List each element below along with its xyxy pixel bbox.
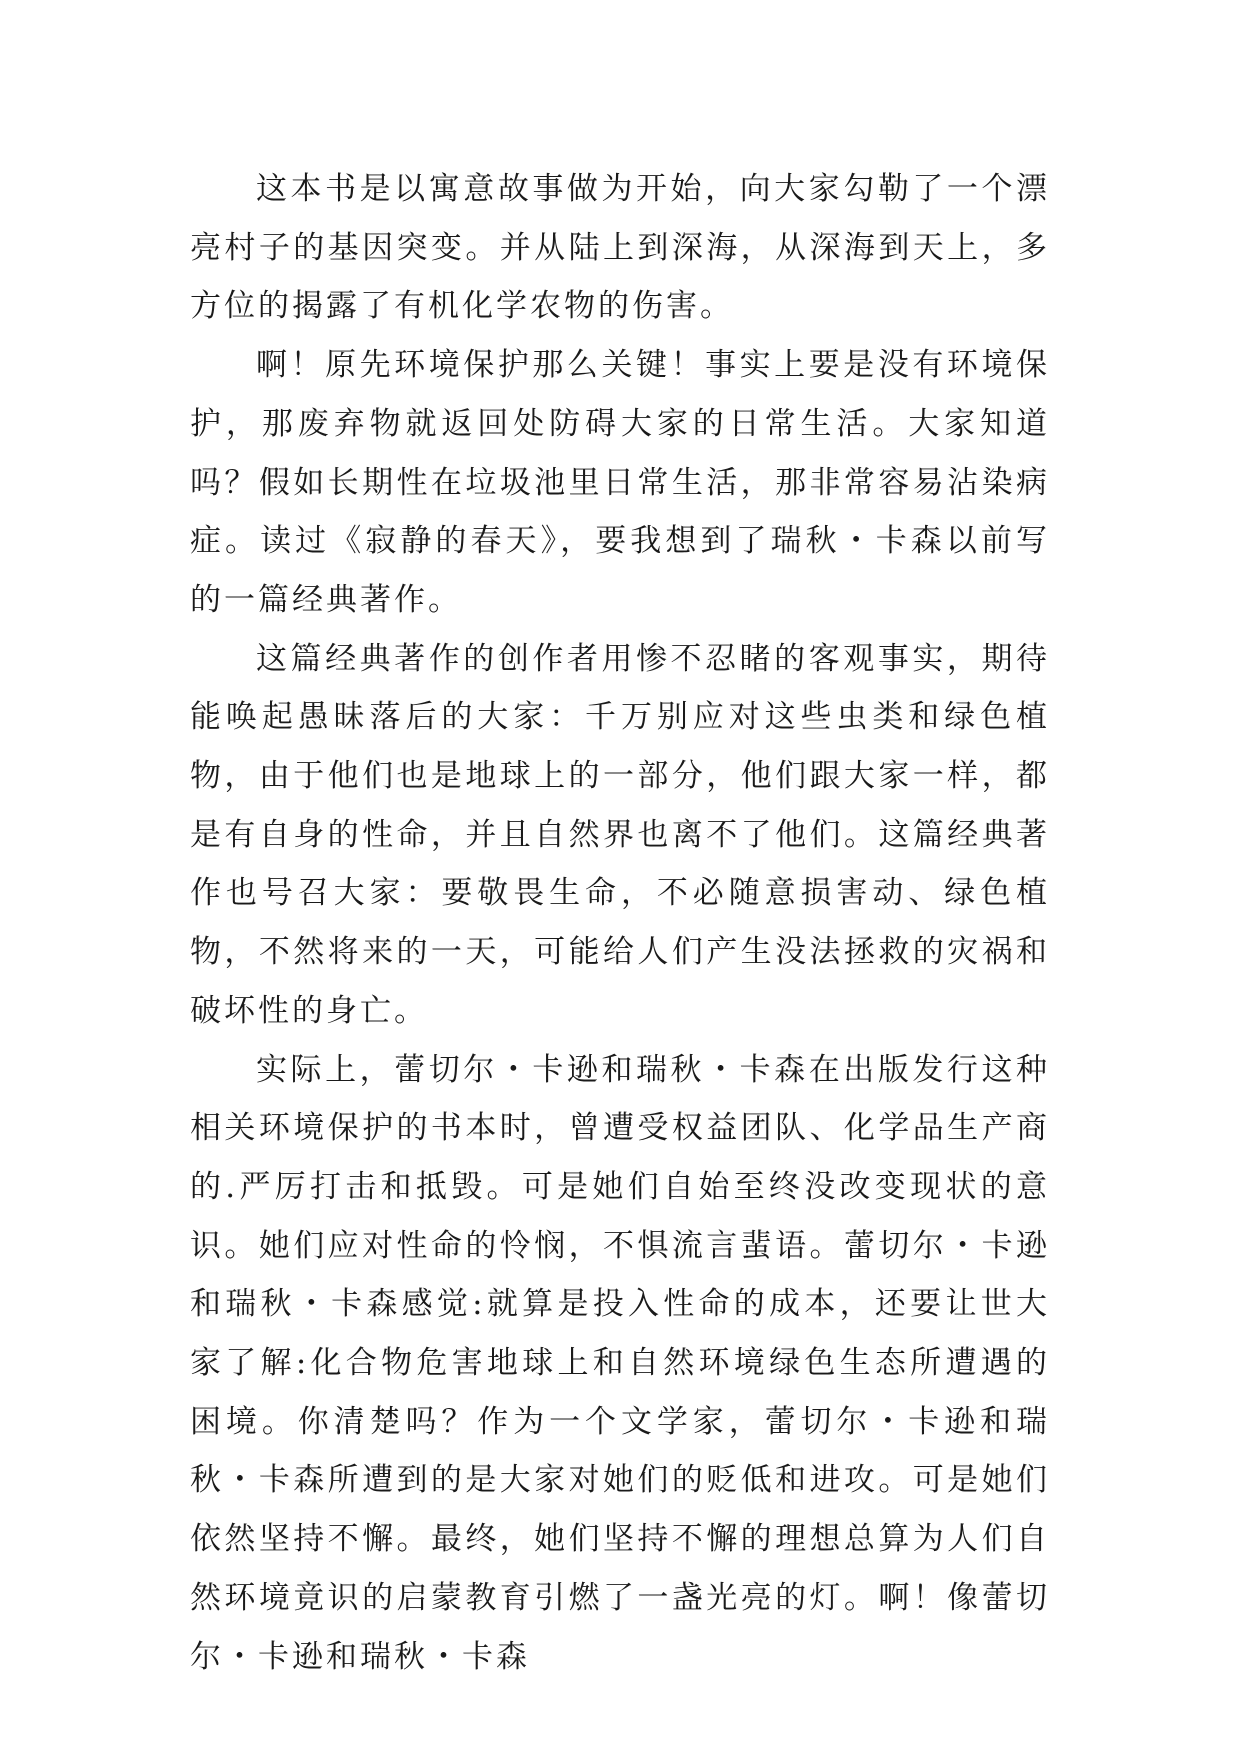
paragraph-2: 啊！原先环境保护那么关键！事实上要是没有环境保护，那废弃物就返回处防碍大家的日常生活。大家知道吗？假如长期性在垃圾池里日常生活，那非常容易沾染病症。读过《寂静的春天》，要我想到了瑞秋・卡森以前写的一篇经典著作。	[190, 347, 1050, 618]
paragraph-4: 实际上，蕾切尔・卡逊和瑞秋・卡森在出版发行这种相关环境保护的书本时，曾遭受权益团队、化学品生产商的.严厉打击和抵毁。可是她们自始至终没改变现状的意识。她们应对性命的怜悯，不惧流言蜚语。蕾切尔・卡逊和瑞秋・卡森感觉:就算是投入性命的成本，还要让世大家了解:化合物危害地球上和自然环境绿色生态所遭遇的困境。你清楚吗？作为一个文学家，蕾切尔・卡逊和瑞秋・卡森所遭到的是大家对她们的贬低和进攻。可是她们依然坚持不懈。最终，她们坚持不懈的理想总算为人们自然环境竟识的启蒙教育引燃了一盏光亮的灯。啊！像蕾切尔・卡逊和瑞秋・卡森	[190, 1051, 1050, 1675]
body-text	[190, 160, 1050, 1686]
paragraph-1: 这本书是以寓意故事做为开始，向大家勾勒了一个漂亮村子的基因突变。并从陆上到深海，从深海到天上，多方位的揭露了有机化学农物的伤害。	[190, 171, 1050, 325]
paragraph-3: 这篇经典著作的创作者用惨不忍睹的客观事实，期待能唤起愚昧落后的大家：千万别应对这些虫类和绿色植物，由于他们也是地球上的一部分，他们跟大家一样，都是有自身的性命，并且自然界也离不了他们。这篇经典著作也号召大家：要敬畏生命，不必随意损害动、绿色植物，不然将来的一天，可能给人们产生没法拯救的灾祸和破坏性的身亡。	[190, 640, 1050, 1029]
